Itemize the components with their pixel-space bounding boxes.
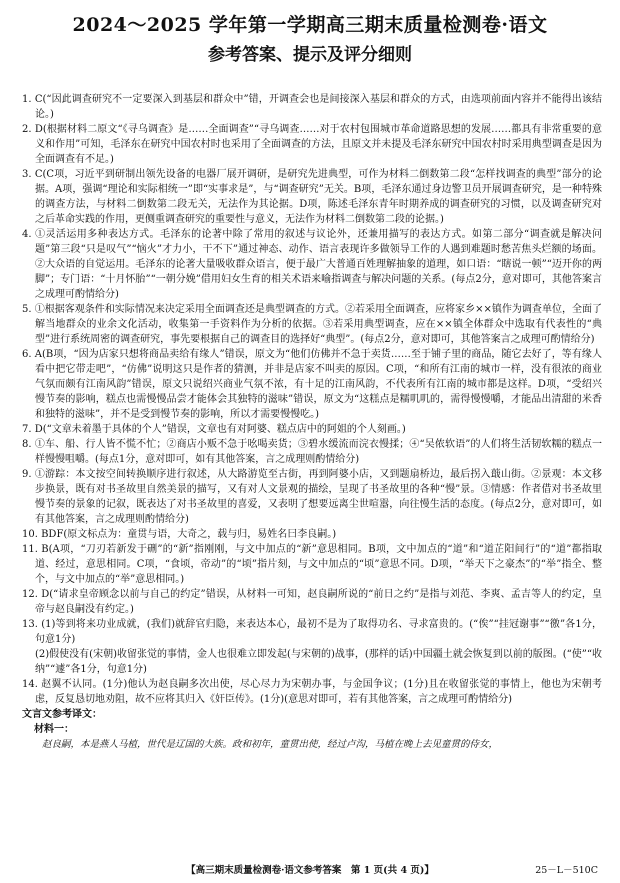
answer-item-4: 4. ①灵活运用多种表达方式。毛泽东的论著中除了常用的叙述与议论外，还兼用描写的表达方式。如第二部分“调查就是解决问题”第三段“只是叹气”“恼火”才力小，干不下”通过神态、动作、语言表现许多做领导工作的人遇到难题时愁苦焦头烂额的场面。②大众语的自觉运用。毛泽东的论著大量吸收群众语言，便于最广大普通百姓理解抽象的道理，如口语：“瞎说一顿”“迈开你的两脚”；专门语：“十月怀胎”“一朝分娩”借用妇女生育的相关术语来喻指调查与解决问题的关系。(每点2分，意对即可，其他答案言之成理可酌情给分) xyxy=(22,229,602,300)
answer-item-2: 2. D(根据材料二原文“《寻乌调查》是……全面调查”“寻乌调查……对于农村包围城市革命道路思想的发展……都具有非常重要的意义和作用”可知，毛泽东在研究中国农村时也采用了全面调查的方法，且原文并未提及毛泽东研究中国农村时采用典型调查是因为全面调查有不足。) xyxy=(22,124,602,165)
answer-item-10: 10. BDF(原文标点为：童贯与语，大奇之，载与归，易姓名曰李良嗣。) xyxy=(22,529,337,540)
translation-heading: 文言文参考译文： xyxy=(22,709,102,720)
answer-item-14: 14. 赵翼不认同。(1分)他认为赵良嗣多次出使，尽心尽力为宋朝办事，与金国争议；(1分)且在收留张觉的事情上，他也为宋朝考虑，反复恳切地劝阻，故不应将其归入《奸臣传》。(1分)(意思对即可，若有其他答案，言之成理可酌情给分) xyxy=(22,679,602,705)
answer-item-13-2: (2)假使没有(宋朝)收留张觉的事情，金人也很难立即发起(与宋朝的)战事，(那样的话)中国疆土就会恢复到以前的版图。(“使”“收纳”“遽”各1分，句意1分) xyxy=(35,649,602,675)
answer-item-1: 1. C(“因此调查研究不一定要深入到基层和群众中”错，开调查会也是间接深入基层和群众的方式，由选项前面内容并不能得出该结论。) xyxy=(22,94,602,120)
answer-item-11: 11. B(A项，“刀刃若新发于硎”的“新”指刚刚，与文中加点的“新”意思相同。B项，文中加点的“道”和“道芷阳间行”的“道”都指取道、经过，意思相同。C项，“食顷，帝动”的“顷”指片刻，与文中加点的“顷”意思不同。D项，“举天下之豪杰”的“举”指全、整个，与文中加点的“举”意思相同。) xyxy=(22,544,602,585)
translation-first-line: 赵良嗣，本是燕人马植，世代是辽国的大族。政和初年，童贯出使，经过卢沟，马植在晚上去见童贯的侍女， xyxy=(42,739,499,750)
answer-item-9: 9. ①游踪：本文按空间转换顺序进行叙述，从大路游览至古街，再到阿婆小店，又到题扇桥边，最后拐入蕺山街。②景观：本文移步换景，既有对书圣故里自然美景的描写，又有对人文景观的描绘，呈现了书圣故里的各种“慢”景。③情感：作者借对书圣故里慢节奏的景象的记叙，既表达了对书圣故里的喜爱，又表明了想要远离尘世喧嚣，向往慢生活的态度。(每点2分，意对即可，如有其他答案，言之成理则酌情给分) xyxy=(22,469,602,525)
answer-item-6: 6. A(B项，“因为店家只想将商品卖给有缘人”错误，原文为“他们仿佛并不急于卖货……至于铺子里的商品，随它去好了，等有缘人看中把它带走吧”，“仿佛”说明这只是作者的猜测，并非是店家不叫卖的原因。C项，“和所有江南的城市一样，没有很浓的商业气氛而颇有江南风韵”错误，原文只说绍兴商业气氛不浓，有十足的江南风韵，不代表所有江南的城市都是这样。D项，“受绍兴慢节奏的影响，糕点也需慢慢品尝才能体会其独特的滋味”错误，原文为“这糕点是糯叽叽的，需得慢慢嚼，才能品出清甜的米香和独特的滋味”，并不是受到慢节奏的影响，所以才需要慢慢吃。) xyxy=(22,349,602,420)
answer-item-5: 5. ①根据客观条件和实际情况来决定采用全面调查还是典型调查的方式。②若采用全面调查，应将家乡××镇作为调查单位，全面了解当地群众的业余文化活动，收集第一手资料作为分析的依据。③若采用典型调查，应在××镇全体群众中选取有代表性的“典型”进行系统周密的调查研究，事先要根据自己的调查目的选择好“典型”。(每点2分，意对即可，其他答案言之成理可酌情给分) xyxy=(22,304,602,345)
footer-page-info: 【高三期末质量检测卷·语文参考答案 第 1 页(共 4 页)】 xyxy=(186,865,434,876)
answer-item-7: 7. D(“文章未着墨于具体的个人”错误，文章也有对阿婆、糕点店中的阿姐的个人刻画。) xyxy=(22,424,406,435)
answers-section xyxy=(22,92,602,752)
answer-key-subtitle: 参考答案、提示及评分细则 xyxy=(208,45,412,65)
answer-item-13-1: 13. (1)等到将来功业成就，(我们)就辞官归隐，来表达本心，最初不是为了取得功名、寻求富贵的。(“俟”“挂冠谢事”“徼”各1分，句意1分) xyxy=(22,619,602,645)
page-footer xyxy=(0,862,620,876)
answer-item-12: 12. D(“请求皇帝顾念以前与自己的约定”错误，从材料一可知，赵良嗣所说的“前日之约”是指与刘范、李爽、孟吉等人的约定，皇帝与赵良嗣没有约定。) xyxy=(22,589,602,615)
exam-title: 2024～2025 学年第一学期高三期末质量检测卷·语文 xyxy=(72,14,548,36)
answer-item-8: 8. ①车、船、行人皆不慌不忙；②商店小贩不急于吆喝卖货；③碧水缓流而浣衣慢揉；④“吴侬软语”的人们将生活韧软糯的糕点一样慢慢咀嚼。(每点1分，意对即可，如有其他答案，言之成理则酌情给分) xyxy=(22,439,602,465)
material-one-label: 材料一： xyxy=(34,724,74,735)
footer-exam-code: 25－L－510C xyxy=(535,865,598,876)
answer-item-3: 3. C(C项，习近平到研制出领先设备的电器厂展开调研，是研究先进典型，可作为材料二倒数第二段“怎样找调查的典型”部分的论据。A项，强调“理论和实际相统一”即“实事求是”，与“调查研究”无关。B项，毛泽东通过身边警卫员开展调查研究，是一种特殊的调查方法，与材料二倒数第二段无关，无法作为其论据。D项，陈述毛泽东青年时期养成的调查研究的习惯，以及调查研究对之后革命实践的作用，更侧重调查研究的重要性与意义，无法作为材料二倒数第二段的论据。) xyxy=(22,169,602,225)
